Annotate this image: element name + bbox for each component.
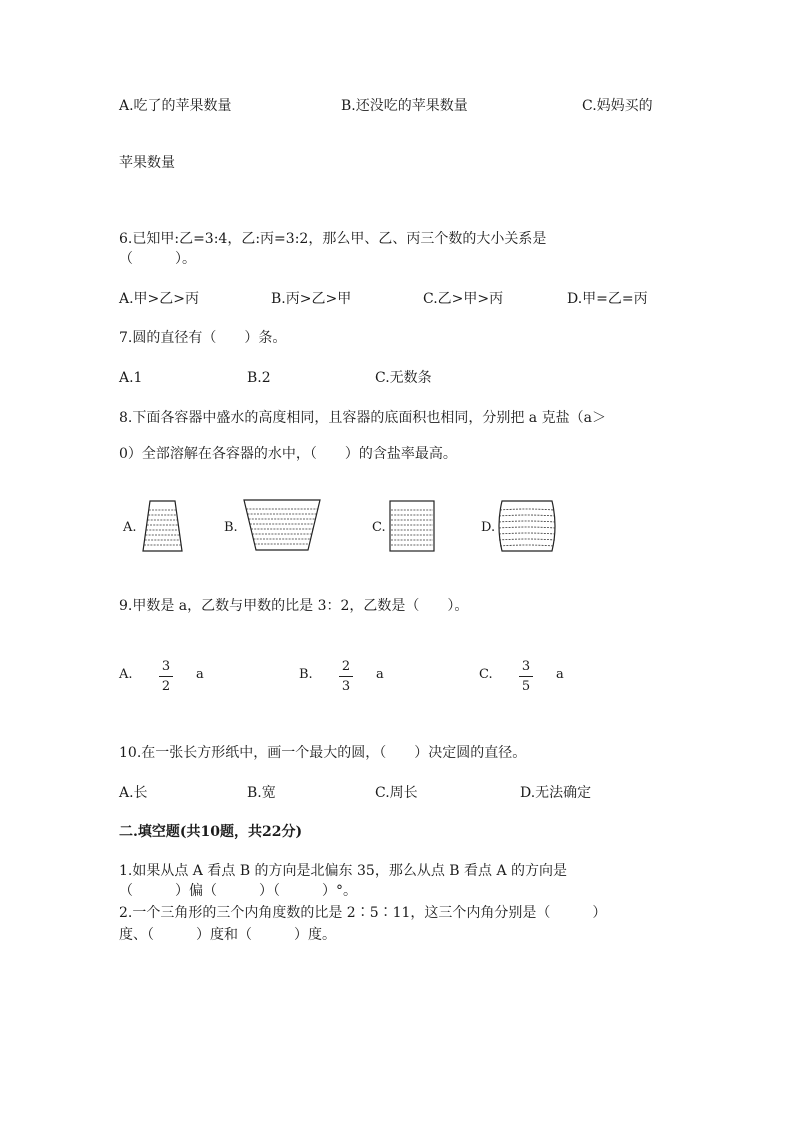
fraction-numerator: 3	[521, 659, 531, 674]
q8-question-line1: 8.下面各容器中盛水的高度相同，且容器的底面积也相同，分别把 a 克盐（a＞	[119, 410, 606, 426]
fraction-numerator: 3	[161, 659, 171, 674]
fraction-denominator: 3	[341, 679, 351, 694]
q9-option-c-fraction	[518, 660, 534, 693]
fraction-numerator: 2	[341, 659, 351, 674]
q9-option-a-fraction	[158, 660, 174, 693]
fill-q2-line2: 度、（ ）度和（ ）度。	[119, 927, 336, 943]
container-b-figure	[243, 498, 321, 552]
q9-option-b-fraction	[338, 660, 354, 693]
q6-option-b: B.丙>乙>甲	[271, 291, 352, 307]
q10-question-text: 10.在一张长方形纸中，画一个最大的圆，（ ）决定圆的直径。	[119, 745, 527, 761]
container-c-figure	[389, 500, 435, 552]
q7-option-a: A.1	[119, 370, 143, 386]
q8-label-c: C.	[372, 520, 386, 535]
container-a-figure	[138, 500, 188, 552]
q9-question-text: 9.甲数是 a，乙数与甲数的比是 3：2，乙数是（ ）。	[119, 598, 469, 614]
q10-option-c: C.周长	[375, 785, 418, 801]
q6-option-a: A.甲>乙>丙	[119, 291, 200, 307]
q9-option-a-variable: a	[196, 667, 204, 682]
q5-option-c: C.妈妈买的	[582, 98, 653, 114]
q5-option-c-wrap: 苹果数量	[119, 155, 175, 171]
q10-option-a: A.长	[119, 785, 148, 801]
fraction-bar	[159, 676, 173, 677]
section-heading: 二.填空题(共10题，共22分)	[119, 824, 303, 840]
fraction-bar	[339, 676, 353, 677]
fill-q1-line2: （ ）偏（ ）（ ）°。	[119, 883, 357, 899]
q8-question-line2: 0）全部溶解在各容器的水中，（ ）的含盐率最高。	[119, 446, 457, 462]
q8-label-d: D.	[481, 520, 496, 535]
q5-option-a: A.吃了的苹果数量	[119, 98, 232, 114]
q6-question-text: 6.已知甲:乙=3:4，乙:丙=3:2，那么甲、乙、丙三个数的大小关系是	[119, 231, 547, 247]
container-d-figure	[496, 500, 558, 552]
q5-option-b: B.还没吃的苹果数量	[341, 98, 468, 114]
q6-question-blank: （ ）。	[119, 251, 196, 267]
fraction-denominator: 5	[521, 679, 531, 694]
q9-option-b-label: B.	[299, 667, 313, 682]
q7-option-b: B.2	[247, 370, 271, 386]
q9-option-a-label: A.	[119, 667, 133, 682]
q8-label-b: B.	[224, 520, 238, 535]
q10-option-d: D.无法确定	[520, 785, 592, 801]
q9-option-c-label: C.	[479, 667, 493, 682]
q8-label-a: A.	[123, 520, 137, 535]
q7-option-c: C.无数条	[375, 370, 432, 386]
q6-option-d: D.甲=乙=丙	[567, 291, 648, 307]
fill-q2-line1: 2.一个三角形的三个内角度数的比是 2∶5∶11，这三个内角分别是（ ）	[119, 905, 607, 921]
fraction-denominator: 2	[161, 679, 171, 694]
q10-option-b: B.宽	[247, 785, 276, 801]
q7-question-text: 7.圆的直径有（ ）条。	[119, 330, 287, 346]
q6-option-c: C.乙>甲>丙	[423, 291, 504, 307]
q9-option-c-variable: a	[556, 667, 564, 682]
fraction-bar	[519, 676, 533, 677]
fill-q1-line1: 1.如果从点 A 看点 B 的方向是北偏东 35，那么从点 B 看点 A 的方向是	[119, 863, 568, 879]
q9-option-b-variable: a	[376, 667, 384, 682]
